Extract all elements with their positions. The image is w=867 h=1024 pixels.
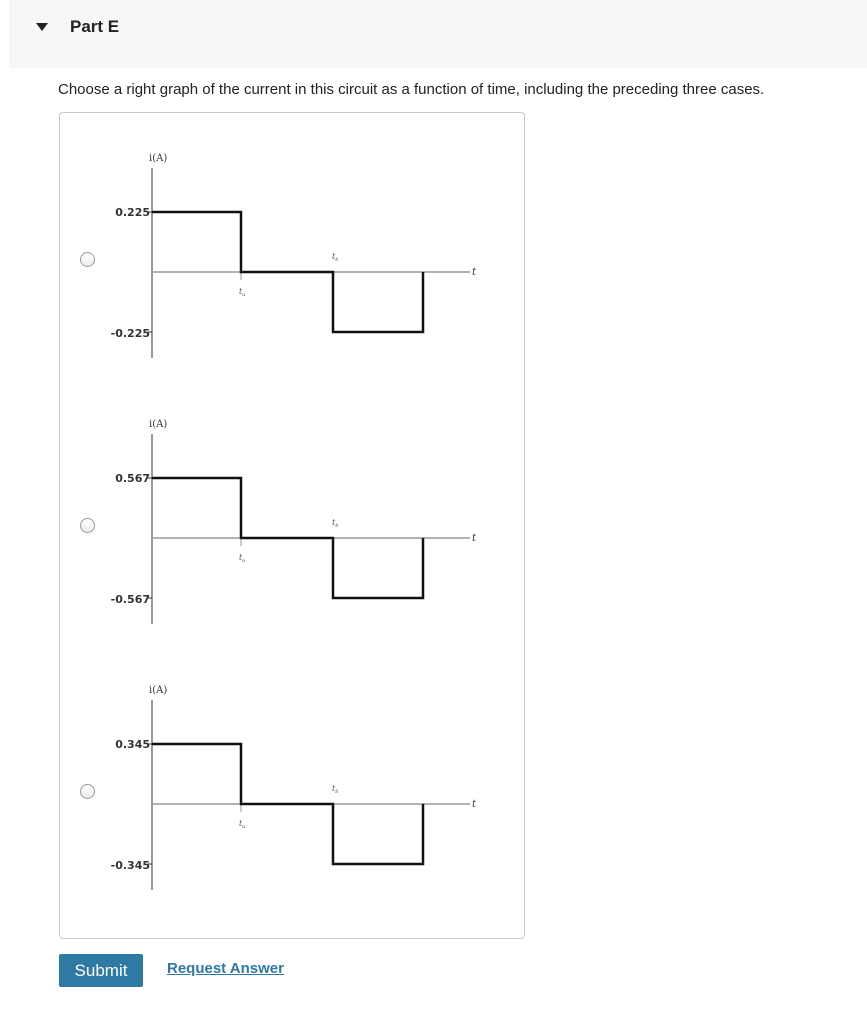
- upper-value-label: 0.225: [115, 206, 150, 219]
- upper-value-label: 0.567: [115, 472, 150, 485]
- x-axis-label: t: [472, 267, 477, 278]
- ta-label: $t_a$: [239, 287, 246, 298]
- x-axis-label: t: [472, 799, 477, 810]
- tb-label: $t_b$: [332, 252, 339, 263]
- collapse-triangle-icon[interactable]: [35, 22, 49, 32]
- request-answer-link[interactable]: Request Answer: [167, 960, 284, 977]
- answer-option-3[interactable]: [60, 680, 524, 945]
- upper-value-label: 0.345: [115, 738, 150, 751]
- question-text: Choose a right graph of the current in this circuit as a function of time, including the preceding three cases.: [58, 81, 765, 98]
- answer-options: [59, 112, 525, 939]
- tb-label: $t_b$: [332, 518, 339, 529]
- answer-option-1[interactable]: [60, 148, 524, 413]
- lower-value-label: -0.345: [110, 859, 150, 872]
- y-axis-label: i(A): [149, 153, 168, 164]
- part-header[interactable]: [9, 0, 867, 68]
- lower-value-label: -0.567: [110, 593, 150, 606]
- option-3-graph: [60, 680, 524, 945]
- lower-value-label: -0.225: [110, 327, 150, 340]
- answer-option-2[interactable]: [60, 414, 524, 679]
- x-axis-label: t: [472, 533, 477, 544]
- ta-label: $t_a$: [239, 819, 246, 830]
- y-axis-label: i(A): [149, 419, 168, 430]
- ta-label: $t_a$: [239, 553, 246, 564]
- part-title: Part E: [70, 17, 120, 36]
- submit-button[interactable]: Submit: [59, 954, 143, 987]
- option-2-graph: [60, 414, 524, 679]
- y-axis-label: i(A): [149, 685, 168, 696]
- option-1-graph: [60, 148, 524, 413]
- tb-label: $t_b$: [332, 784, 339, 795]
